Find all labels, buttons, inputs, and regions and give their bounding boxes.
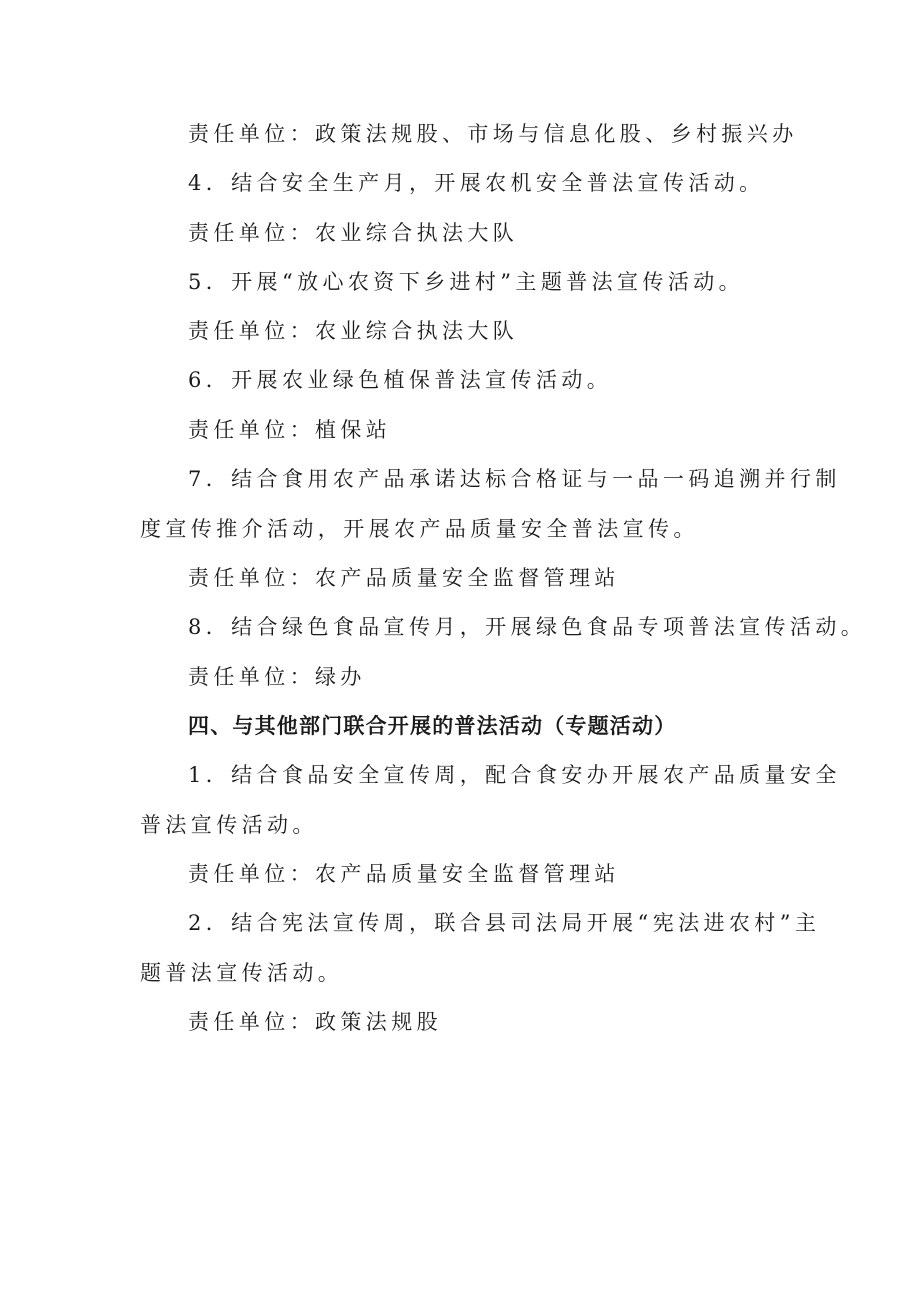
- item-8-text: 8．结合绿色食品宣传月，开展绿色食品专项普法宣传活动。: [188, 615, 867, 639]
- item-6-text: 6．开展农业绿色植保普法宣传活动。: [188, 368, 613, 392]
- item-7-text: 7．结合食用农产品承诺达标合格证与一品一码追溯并行制: [188, 467, 841, 491]
- responsible-unit-line: 责任单位：绿办: [188, 665, 366, 689]
- responsible-unit-line: 责任单位：农产品质量安全监督管理站: [188, 566, 620, 590]
- responsible-unit-line: 责任单位：农业综合执法大队: [188, 221, 519, 245]
- section4-item-2-text-continued: 题普法宣传活动。: [140, 961, 344, 985]
- section4-item-1-text: 1．结合食品安全宣传周，配合食安办开展农产品质量安全: [188, 763, 841, 787]
- section4-item-2-text: 2．结合宪法宣传周，联合县司法局开展“宪法进农村”主: [188, 911, 821, 935]
- responsible-unit-line: 责任单位：政策法规股、市场与信息化股、乡村振兴办: [188, 122, 798, 146]
- section4-item-1-text-continued: 普法宣传活动。: [140, 813, 318, 837]
- responsible-unit-line: 责任单位：政策法规股: [188, 1010, 442, 1034]
- item-5-text: 5．开展“放心农资下乡进村”主题普法宣传活动。: [188, 270, 745, 294]
- item-4-text: 4．结合安全生产月，开展农机安全普法宣传活动。: [188, 171, 765, 195]
- section-heading: 四、与其他部门联合开展的普法活动（专题活动）: [188, 714, 677, 738]
- responsible-unit-line: 责任单位：植保站: [188, 418, 392, 442]
- responsible-unit-line: 责任单位：农产品质量安全监督管理站: [188, 862, 620, 886]
- responsible-unit-line: 责任单位：农业综合执法大队: [188, 319, 519, 343]
- item-7-text-continued: 度宣传推介活动，开展农产品质量安全普法宣传。: [140, 517, 699, 541]
